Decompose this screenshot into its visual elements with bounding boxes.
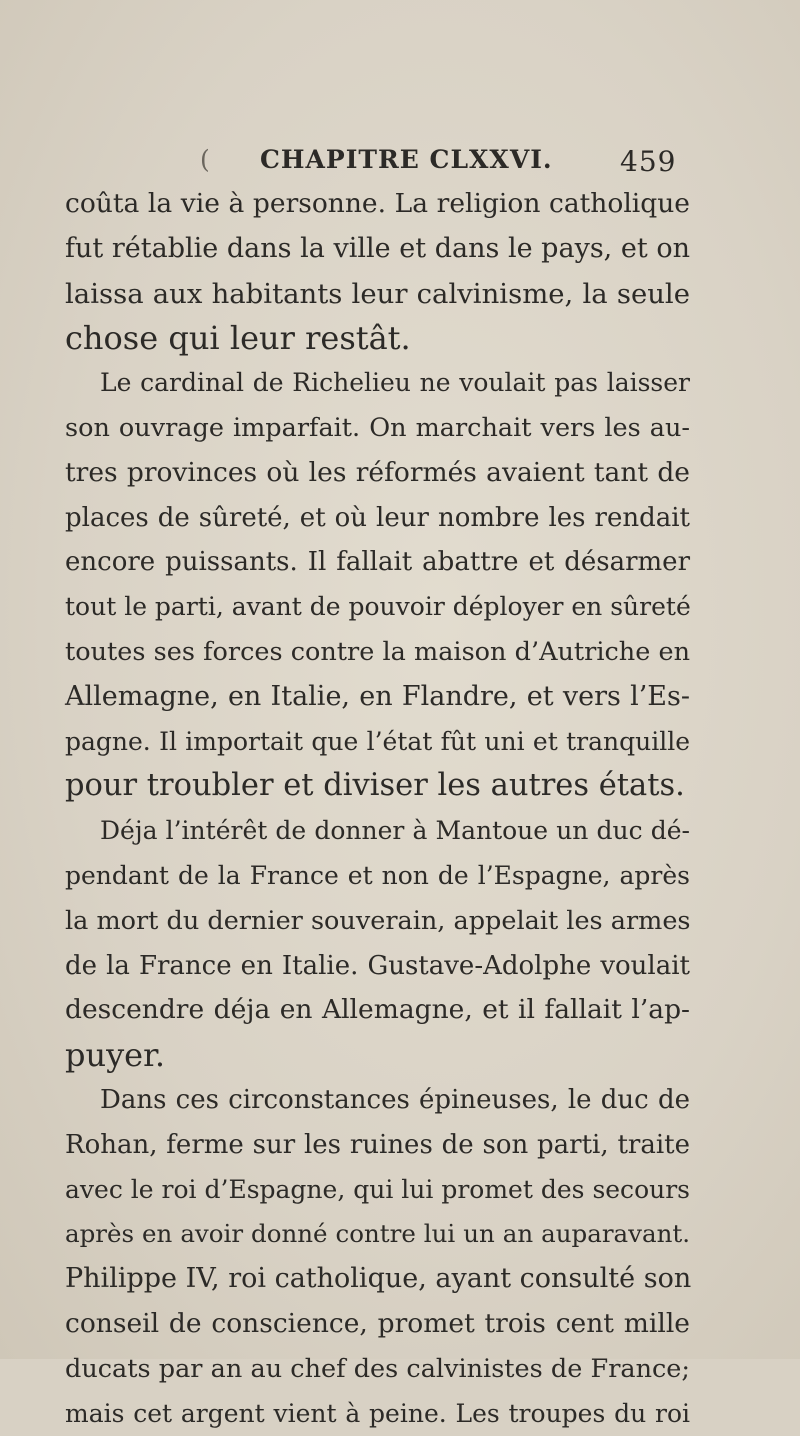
text-line: tout le parti, avant de pouvoir déployer en sûreté <box>65 592 691 622</box>
paragraph-end-line: chose qui leur restât. <box>65 319 411 358</box>
text-line: laissa aux habitants leur calvinisme, la seule <box>65 277 690 310</box>
paragraph-start-line: Le cardinal de Richelieu ne voulait pas laisser <box>100 368 690 398</box>
text-line: Allemagne, en Italie, en Flandre, et vers l’Es- <box>65 680 690 712</box>
text-line: mais cet argent vient à peine. Les troupes du roi <box>65 1398 690 1428</box>
header-bracket: ( <box>200 145 211 174</box>
paragraph-end-line: puyer. <box>65 1036 166 1075</box>
text-line: toutes ses forces contre la maison d’Autriche en <box>65 636 690 667</box>
text-line: descendre déja en Allemagne, et il fallait l’ap- <box>65 994 690 1026</box>
paragraph-start-line: Dans ces circonstances épineuses, le duc de <box>100 1084 690 1115</box>
paragraph-end-line: pour troubler et diviser les autres états. <box>65 768 685 804</box>
text-line: encore puissants. Il fallait abattre et désarmer <box>65 547 690 578</box>
paragraph-start-line: Déja l’intérêt de donner à Mantoue un duc dé- <box>100 816 690 846</box>
text-line: fut rétablie dans la ville et dans le pays, et on <box>65 232 690 264</box>
text-line: Philippe IV, roi catholique, ayant consulté son <box>65 1263 692 1295</box>
text-line: après en avoir donné contre lui un an auparavant. <box>65 1219 690 1249</box>
body-text <box>65 182 690 1436</box>
text-line: son ouvrage imparfait. On marchait vers les au- <box>65 412 690 443</box>
text-line: tres provinces où les réformés avaient tant de <box>65 456 690 488</box>
text-line: pendant de la France et non de l’Espagne, après <box>65 860 690 890</box>
page-number: 459 <box>620 145 677 178</box>
text-line: ducats par an au chef des calvinistes de France; <box>65 1353 690 1384</box>
text-line: de la France en Italie. Gustave-Adolphe voulait <box>65 950 690 981</box>
text-line: pagne. Il importait que l’état fût uni et tranquille <box>65 726 690 756</box>
text-line: places de sûreté, et où leur nombre les rendait <box>65 502 690 533</box>
text-line: conseil de conscience, promet trois cent mille <box>65 1307 690 1339</box>
text-line: Rohan, ferme sur les ruines de son parti, traite <box>65 1129 690 1160</box>
text-line: la mort du dernier souverain, appelait les armes <box>65 905 691 936</box>
text-line: avec le roi d’Espagne, qui lui promet des secours <box>65 1174 690 1204</box>
chapter-title: CHAPITRE CLXXVI. <box>260 145 553 174</box>
running-header <box>200 145 680 185</box>
text-line: coûta la vie à personne. La religion catholique <box>65 188 690 219</box>
